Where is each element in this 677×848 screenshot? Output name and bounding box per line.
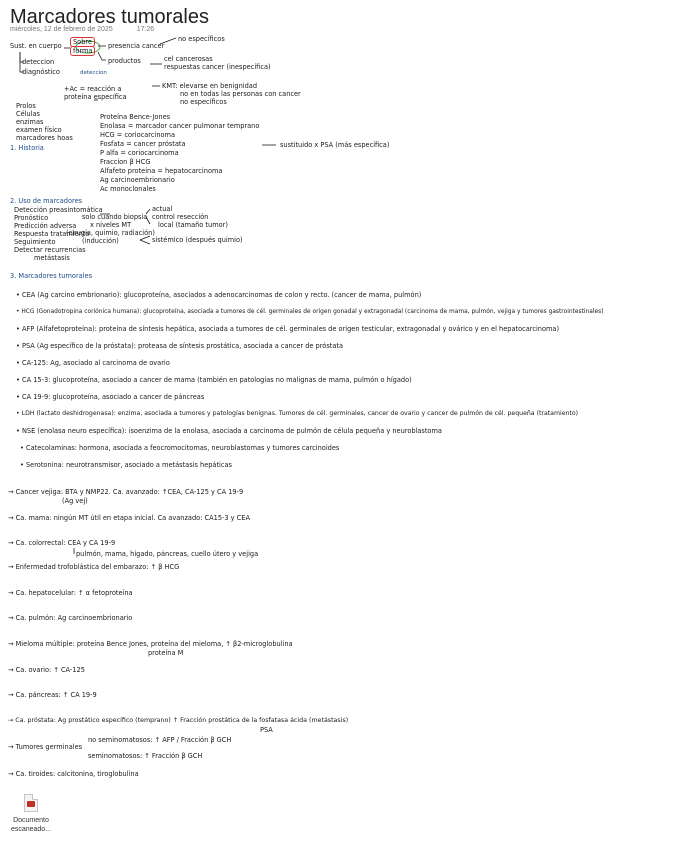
arrow-germinales-sub-2: seminomatosos: ↑ Fracción β GCH: [88, 752, 203, 760]
arrow-hepatocelular: → Ca. hepatocelular: ↑ α fetoproteína: [8, 589, 133, 597]
diagram-ac: +Ac = reacción a proteína específica: [64, 85, 127, 101]
arrow-germinales: → Tumores germinales: [8, 743, 83, 751]
diagram-kmt-2: no en todas las personas con cancer: [180, 90, 301, 98]
marker-9: Ac monoclonales: [100, 185, 156, 193]
item-hcg: • HCG (Gonadotropina coriónica humana): glucoproteína, asociada a tumores de cél. germinales de origen gonadal y extragonadal (carcinoma de mama, pulmón, vejiga y tumores gastrointestinales): [16, 309, 604, 315]
note-date: miércoles, 12 de febrero de 2025: [10, 26, 113, 33]
arrow-trofoblastica: → Enfermedad trofoblástica del embarazo: ↑ β HCG: [8, 563, 180, 571]
attachment-label-line1: Documento: [13, 817, 49, 824]
note-meta: [10, 26, 176, 33]
list1-item-2: Células: [16, 110, 40, 118]
arrow-prostata: → Ca. próstata: Ag prostático específico (temprano) ↑ Fracción prostática de la fosfatasa ácida (metástasis): [8, 717, 349, 724]
page-title: Marcadores tumorales: [10, 6, 209, 28]
attachment-scanned-document[interactable]: [6, 794, 56, 834]
arrow-colorrectal: → Ca. colorrectal: CEA y CA 19-9: [8, 539, 116, 547]
use-brace-4: sistémico (después quimio): [152, 236, 243, 244]
list1-item-5: marcadores hoas: [16, 134, 73, 142]
arrow-germinales-sub-1: no seminomatosos: ↑ AFP / Fracción β GCH: [88, 736, 232, 744]
arrow-mieloma: → Mieloma múltiple: proteína Bence Jones, proteína del mieloma, ↑ β2-microglobulina: [8, 640, 293, 648]
arrow-tiroides: → Ca. tiroides: calcitonina, tiroglobulina: [8, 770, 139, 778]
pdf-file-icon: [24, 794, 38, 812]
use-2: Pronóstico: [14, 214, 49, 222]
diagram-presencia: presencia cancer: [108, 42, 165, 50]
item-ca125: • CA-125: Ag, asociado al carcinoma de ovario: [16, 359, 170, 367]
item-serotonina: • Serotonina: neurotransmisor, asociado a metástasis hepáticas: [20, 461, 232, 469]
use-4: Respuesta tratamiento: [14, 230, 90, 238]
diagram-diagnostico: diagnóstico: [22, 68, 60, 76]
item-ca199: • CA 19-9: glucoproteína, asociado a cancer de páncreas: [16, 393, 205, 401]
use-side-4: (inducción): [82, 237, 119, 245]
diagram-productos: productos: [108, 57, 141, 65]
arrow-pancreas: → Ca. páncreas: ↑ CA 19-9: [8, 691, 97, 699]
diagram-no-especificos: no específicos: [178, 35, 225, 43]
arrow-vejiga-sub: (Ag vej): [62, 497, 88, 505]
diagram-deteccion-2: deteccion: [80, 70, 107, 76]
item-psa: • PSA (Ag específico de la próstata): proteasa de síntesis prostática, asociada a cancer de próstata: [16, 342, 344, 350]
item-catecolaminas: • Catecolaminas: hormona, asociada a feocromocitomas, neuroblastomas y tumores carcinoides: [20, 444, 340, 452]
marker-4: Fosfata = cancer próstata: [100, 140, 186, 148]
use-side-1: solo cuando biopsia: [82, 213, 148, 221]
list1-item-4: examen físico: [16, 126, 62, 134]
use-brace-2: control resección: [152, 213, 209, 221]
item-nse: • NSE (enolasa neuro específica): isoenzima de la enolasa, asociada a carcinoma de pulmón de célula pequeña y neuroblastoma: [16, 427, 442, 435]
list1-item-1: Prolos: [16, 102, 36, 110]
diagram-forma: forma: [70, 46, 95, 56]
item-ldh: • LDH (lactato deshidrogenasa): enzima, asociada a tumores y patologías benignas. Tumores de cél. germinales, cancer de ovario y cancer de pulmón de cél. pequeña (tratamiento): [16, 410, 579, 417]
use-3: Predicción adversa: [14, 222, 77, 230]
arrow-prostata-sub: PSA: [260, 726, 273, 734]
arrow-pulmon: → Ca. pulmón: Ag carcinoembrionario: [8, 614, 133, 622]
diagram-sobre: Sobre: [70, 37, 95, 47]
list1-item-3: enzimas: [16, 118, 44, 126]
diagram-start: Sust. en cuerpo: [10, 42, 62, 50]
diagram-deteccion: deteccion: [22, 58, 55, 66]
marker-1: Proteína Bence-Jones: [100, 113, 171, 121]
marker-8: Ag carcinoembrionario: [100, 176, 175, 184]
use-brace-1: actual: [152, 205, 173, 213]
arrow-vejiga: → Cancer vejiga: BTA y NMP22. Ca. avanzado: ↑CEA, CA-125 y CA 19-9: [8, 488, 244, 496]
marker-2: Enolasa = marcador cancer pulmonar temprano: [100, 122, 260, 130]
marker-3: HCG = coriocarcinoma: [100, 131, 175, 139]
arrow-colorrectal-sub: pulmón, mama, hígado, páncreas, cuello útero y vejiga: [76, 550, 259, 558]
item-cea: • CEA (Ag carcino embrionario): glucoproteína, asociados a adenocarcinomas de colon y recto. (cancer de mama, pulmón): [16, 291, 422, 299]
use-5: Seguimiento: [14, 238, 56, 246]
diagram-cel-cancerosas: cel cancerosas: [164, 55, 213, 63]
arrow-mama: → Ca. mama: ningún MT útil en etapa inicial. Ca avanzado: CA15-3 y CEA: [8, 514, 250, 522]
item-afp: • AFP (Alfafetoproteína): proteína de síntesis hepática, asociada a tumores de cél. germinales de origen testicular, extragonadal y ovárico y en el hepatocarcinoma): [16, 325, 560, 333]
use-7: metástasis: [34, 254, 70, 262]
use-side-3: (cirugía, quimio, radiación): [66, 229, 155, 237]
marker-5: P alfa = coriocarcinoma: [100, 149, 179, 157]
diagram-kmt: KMT: elevarse en benignidad: [162, 82, 258, 90]
attachment-label-line2: escaneado...: [10, 826, 52, 833]
use-6: Detectar recurrencias: [14, 246, 86, 254]
diagram-respuestas: respuestas cancer (inespecífica): [164, 63, 271, 71]
arrow-ovario: → Ca. ovario: ↑ CA-125: [8, 666, 85, 674]
section1-heading: 1. Historia: [10, 144, 44, 152]
note-time: 17:26: [136, 26, 155, 33]
item-ca153: • CA 15-3: glucoproteína, asociado a cancer de mama (también en patologías no malignas de mama, pulmón o hígado): [16, 376, 412, 384]
section2-heading: 2. Uso de marcadores: [10, 197, 83, 205]
use-brace-3: local (tamaño tumor): [158, 221, 228, 229]
arrow-mieloma-sub: proteína M: [148, 649, 184, 657]
psa-note: sustituido x PSA (más específica): [280, 141, 390, 149]
section3-heading: 3. Marcadores tumorales: [10, 272, 93, 280]
marker-6: Fraccion β HCG: [100, 158, 151, 166]
use-1: Detección preasintomática: [14, 206, 103, 214]
diagram-kmt-3: no específicos: [180, 98, 227, 106]
use-side-2: x niveles MT: [90, 221, 132, 229]
marker-7: Alfafeto proteína = hepatocarcinoma: [100, 167, 223, 175]
